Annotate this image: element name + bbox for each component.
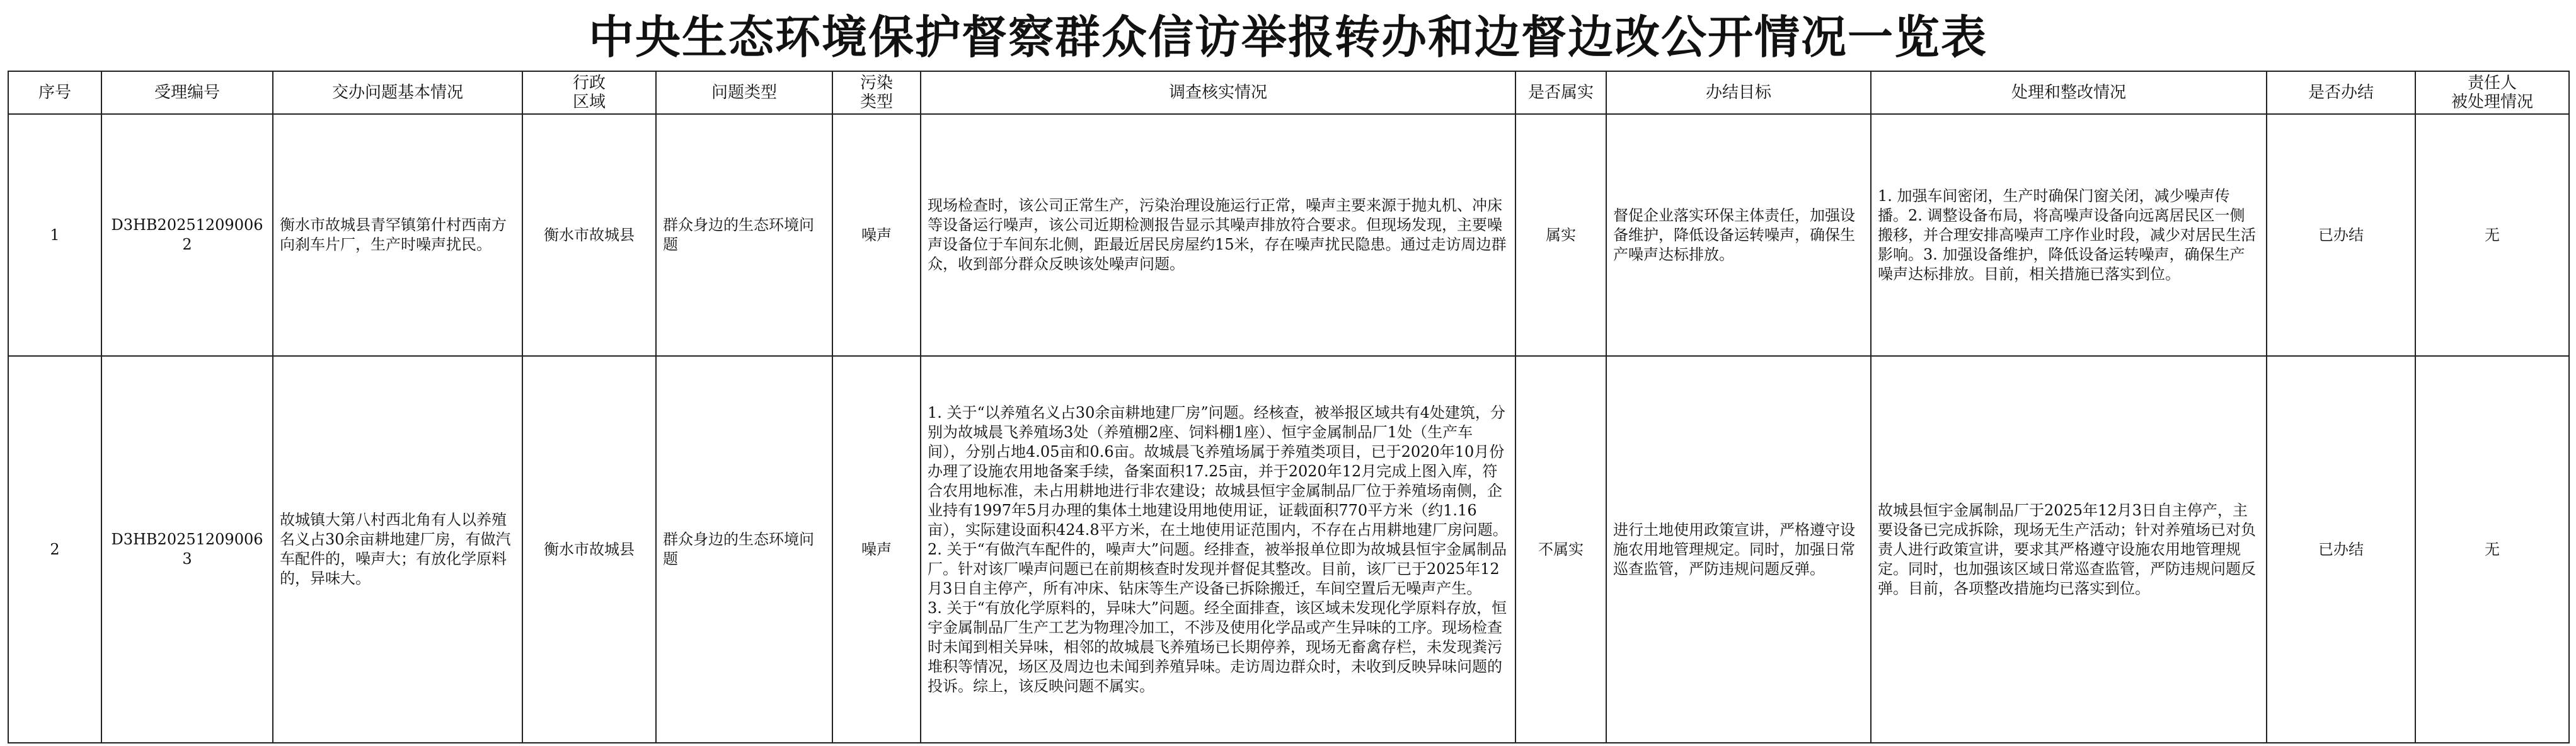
cell-accountability: 无	[2415, 356, 2569, 743]
header-investigation: 调查核实情况	[921, 71, 1515, 114]
investigation-point-1: 1. 关于“以养殖名义占30余亩耕地建厂房”问题。经核查，被举报区域共有4处建筑，分别为故城晨飞养殖场3处（养殖棚2座、饲料棚1座）、恒宇金属制品厂1处（生产车间），分别占地4.05亩和0.6亩。故城晨飞养殖场属于养殖类项目，已于2020年10月份办理了设施农用地备案手续，备案面积17.25亩，并于2020年12月完成上图入库，符合农用地标准，未占用耕地进行非农建设；故城县恒宇金属制品厂位于养殖场南侧，企业持有1997年5月办理的集体土地建设用地使用证，证载面积770平方米（约1.16亩），实际建设面积424.8平方米，在土地使用证范围内，不存在占用耕地建厂房问题。	[928, 403, 1508, 539]
header-rectification: 处理和整改情况	[1871, 71, 2267, 114]
cell-goal: 进行土地使用政策宣讲，严格遵守设施农用地管理规定。同时，加强日常巡查监管，严防违规问题反弹。	[1606, 356, 1871, 743]
header-goal: 办结目标	[1606, 71, 1871, 114]
cell-rectification: 故城县恒宇金属制品厂于2025年12月3日自主停产，主要设备已完成拆除，现场无生产活动；针对养殖场已对负责人进行政策宣讲，要求其严格遵守设施农用地管理规定。同时，也加强该区域日常巡查监管，严防违规问题反弹。目前，各项整改措施均已落实到位。	[1871, 356, 2267, 743]
cell-region: 衡水市故城县	[522, 356, 656, 743]
cell-pollution: 噪声	[832, 114, 921, 356]
header-seq: 序号	[8, 71, 101, 114]
header-region	[522, 71, 656, 114]
cell-rectification: 1. 加强车间密闭，生产时确保门窗关闭，减少噪声传播。2. 调整设备布局，将高噪声设备向远离居民区一侧搬移，并合理安排高噪声工序作业时段，减少对居民生活影响。3. 加强设备维护，降低设备运转噪声，确保生产噪声达标排放。目前，相关措施已落实到位。	[1871, 114, 2267, 356]
header-pollution	[832, 71, 921, 114]
header-issue-type: 问题类型	[656, 71, 832, 114]
cell-goal: 督促企业落实环保主体责任，加强设备维护，降低设备运转噪声，确保生产噪声达标排放。	[1606, 114, 1871, 356]
cell-accept-no: D3HB202512090062	[101, 114, 273, 356]
header-accept-no: 受理编号	[101, 71, 273, 114]
cell-accountability: 无	[2415, 114, 2569, 356]
cell-issue: 衡水市故城县青罕镇第什村西南方向刹车片厂，生产时噪声扰民。	[273, 114, 522, 356]
document-title: 中央生态环境保护督察群众信访举报转办和边督边改公开情况一览表	[588, 10, 1987, 64]
cell-issue: 故城镇大第八村西北角有人以养殖名义占30余亩耕地建厂房，有做汽车配件的，噪声大；有放化学原料的，异味大。	[273, 356, 522, 743]
header-accountability	[2415, 71, 2569, 114]
cell-seq: 1	[8, 114, 101, 356]
table-row	[8, 356, 2569, 743]
header-closed: 是否办结	[2267, 71, 2415, 114]
header-pollution-line2: 类型	[860, 93, 893, 112]
investigation-point-2: 2. 关于“有做汽车配件的，噪声大”问题。经排查，被举报单位即为故城县恒宇金属制品厂。针对该厂噪声问题已在前期核查时发现并督促其整改。目前，该厂已于2025年12月3日自主停产，所有冲床、钻床等生产设备已拆除搬迁，车间空置后无噪声产生。	[928, 540, 1507, 597]
header-region-line2: 区域	[572, 93, 606, 112]
cell-region: 衡水市故城县	[522, 114, 656, 356]
cell-investigation: 现场检查时，该公司正常生产，污染治理设施运行正常，噪声主要来源于抛丸机、冲床等设备运行噪声，该公司近期检测报告显示其噪声排放符合要求。但现场发现，主要噪声设备位于车间东北侧，距最近居民房屋约15米，存在噪声扰民隐患。通过走访周边群众，收到部分群众反映该处噪声问题。	[921, 114, 1515, 356]
header-accountability-line1: 责任人	[2467, 74, 2517, 93]
header-pollution-line1: 污染	[860, 74, 893, 93]
header-issue: 交办问题基本情况	[273, 71, 522, 114]
cell-issue-type: 群众身边的生态环境问题	[656, 356, 832, 743]
header-accountability-line2: 被处理情况	[2451, 93, 2533, 112]
header-verified: 是否属实	[1515, 71, 1606, 114]
header-region-line1: 行政	[572, 74, 606, 93]
cell-issue-type: 群众身边的生态环境问题	[656, 114, 832, 356]
cell-accept-no: D3HB202512090063	[101, 356, 273, 743]
cell-seq: 2	[8, 356, 101, 743]
investigation-point-3: 3. 关于“有放化学原料的，异味大”问题。经全面排查，该区域未发现化学原料存放，恒宇金属制品厂生产工艺为物理冷加工，不涉及使用化学品或产生异味的工序。现场检查时未闻到相关异味，相邻的故城晨飞养殖场已长期停养，现场无畜禽存栏，未发现粪污堆积等情况，场区及周边也未闻到养殖异味。走访周边群众时，未收到反映异味问题的投诉。综上，该反映问题不属实。	[928, 599, 1507, 695]
cell-verified: 不属实	[1515, 356, 1606, 743]
cell-investigation	[921, 356, 1515, 743]
header-row	[8, 71, 2569, 114]
cell-pollution: 噪声	[832, 356, 921, 743]
cell-closed: 已办结	[2267, 114, 2415, 356]
cell-verified: 属实	[1515, 114, 1606, 356]
cell-closed: 已办结	[2267, 356, 2415, 743]
petition-table	[8, 71, 2570, 743]
table-row	[8, 114, 2569, 356]
